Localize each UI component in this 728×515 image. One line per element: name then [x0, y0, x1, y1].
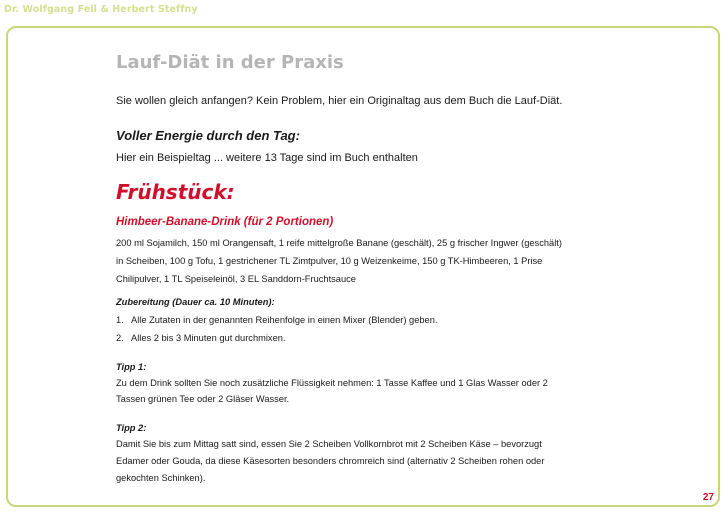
- header-authors: Dr. Wolfgang Feil & Herbert Steffny: [4, 4, 198, 15]
- section-heading: Voller Energie durch den Tag:: [116, 128, 300, 143]
- intro-text: Sie wollen gleich anfangen? Kein Problem, hier ein Originaltag aus dem Buch die Lauf-Diät.: [116, 95, 563, 107]
- tip1-heading: Tipp 1:: [116, 362, 147, 372]
- recipe-title: Himbeer-Banane-Drink (für 2 Portionen): [116, 216, 334, 228]
- prep-step: 1. Alle Zutaten in der genannten Reihenfolge in einen Mixer (Blender) geben.: [116, 315, 438, 325]
- page-title: Lauf-Diät in der Praxis: [116, 52, 344, 73]
- section-subtext: Hier ein Beispieltag ... weitere 13 Tage sind im Buch enthalten: [116, 152, 418, 164]
- ingredients-line: Chilipulver, 1 TL Speiseleinöl, 3 EL Sanddorn-Fruchtsauce: [116, 274, 356, 284]
- page-number: 27: [702, 492, 714, 503]
- tip2-line: gekochten Schinken).: [116, 473, 206, 483]
- prep-step: 2. Alles 2 bis 3 Minuten gut durchmixen.: [116, 333, 286, 343]
- tip1-line: Zu dem Drink sollten Sie noch zusätzliche Flüssigkeit nehmen: 1 Tasse Kaffee und 1 Glas Wasser oder 2: [116, 378, 548, 388]
- ingredients-line: in Scheiben, 100 g Tofu, 1 gestrichener TL Zimtpulver, 10 g Weizenkeime, 150 g TK-Himbeeren, 1 Prise: [116, 256, 543, 266]
- ingredients-line: 200 ml Sojamilch, 150 ml Orangensaft, 1 reife mittelgroße Banane (geschält), 25 g frischer Ingwer (geschält): [116, 238, 562, 248]
- tip2-heading: Tipp 2:: [116, 423, 147, 433]
- prep-heading: Zubereitung (Dauer ca. 10 Minuten):: [116, 297, 275, 307]
- meal-title: Frühstück:: [116, 180, 235, 204]
- tip2-line: Edamer oder Gouda, da diese Käsesorten besonders chromreich sind (alternativ 2 Scheiben rohen oder: [116, 456, 545, 466]
- tip2-line: Damit Sie bis zum Mittag satt sind, essen Sie 2 Scheiben Vollkornbrot mit 2 Scheiben Käse – bevorzugt: [116, 439, 542, 449]
- tip1-line: Tassen grünen Tee oder 2 Gläser Wasser.: [116, 394, 290, 404]
